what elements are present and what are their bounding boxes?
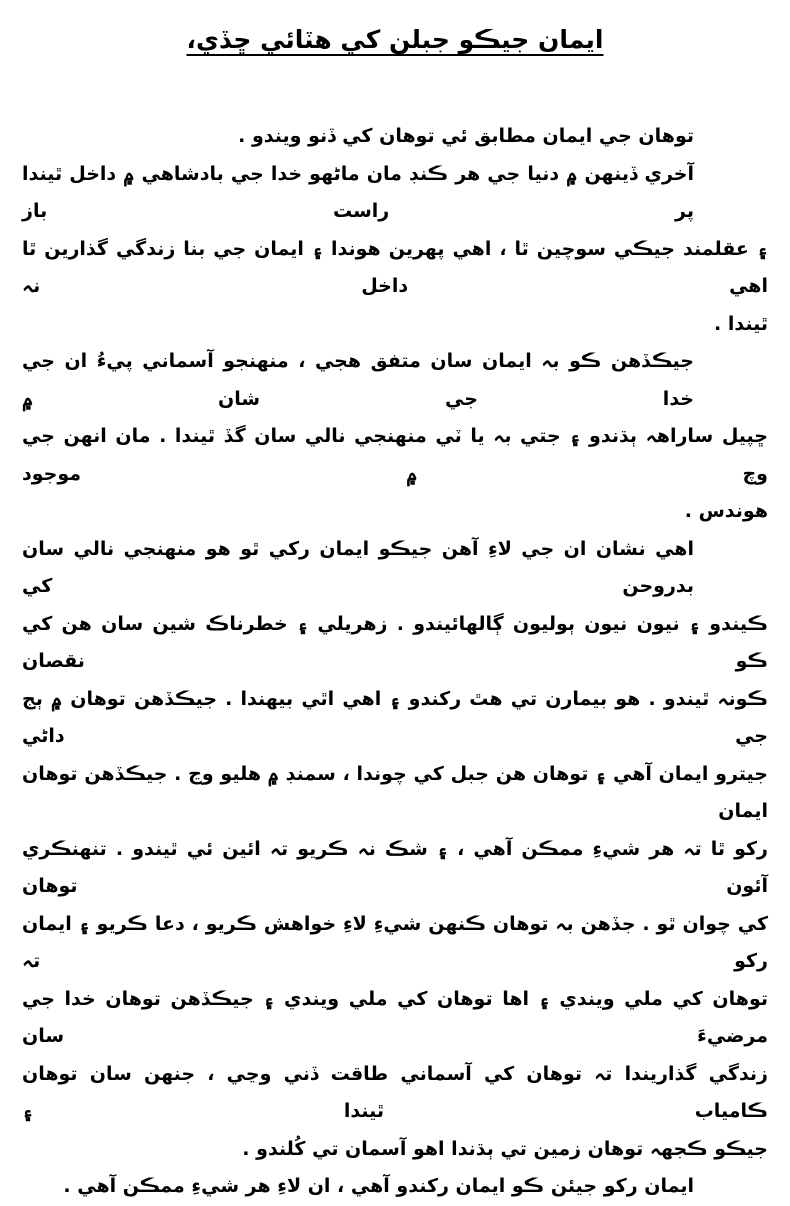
- text-line: جيترو ايمان آهي ۽ توهان هن جبل کي چوندا ، سمنڊ ۾ هليو وڃ . جيڪڏهن توهان ايمان: [22, 762, 768, 822]
- text-line: جيڪڏهن ڪو بہ ايمان سان متفق هجي ، منهنجو آسماني پيءُ ان جي خدا جي شان ۾: [22, 350, 694, 410]
- text-line: ايمان رکو جيئن ڪو ايمان رکندو آهي ، ان لاءِ هر شيءِ ممڪن آهي .: [63, 1175, 694, 1197]
- text-line: کي چوان ٿو . جڏهن بہ توهان ڪنهن شيءِ لاءِ خواهش ڪريو ، دعا ڪريو ۽ ايمان رکو تہ: [22, 912, 768, 972]
- text-line: ڪيندو ۽ نيون نيون ٻوليون ڳالهائيندو . زهريلي ۽ خطرناڪ شين سان هن کي ڪو نقصان: [22, 612, 768, 672]
- document-body: [22, 118, 768, 1206]
- text-line: ٿيندا .: [714, 312, 768, 335]
- text-line: اهي نشان ان جي لاءِ آهن جيڪو ايمان رکي ٿو هو منهنجي نالي سان بدروحن کي: [22, 537, 694, 597]
- paragraph-4: [22, 531, 768, 1169]
- text-line: آخري ڏينهن ۾ دنيا جي هر ڪنڊ مان ماڻهو خدا جي بادشاهي ۾ داخل ٿيندا پر راست باز: [22, 162, 694, 222]
- page-title-text: ايمان جيڪو جبلن کي هٽائي ڇڏي،: [186, 25, 604, 54]
- paragraph-2: [22, 156, 768, 344]
- text-line: ڪونہ ٿيندو . هو بيمارن تي هٿ رکندو ۽ اهي اٿي بيهندا . جيڪڏهن توهان ۾ ٻج جي داڻي: [22, 687, 768, 747]
- text-line: ۽ عقلمند جيڪي سوچين ٿا ، اهي پهرين هوندا ۽ ايمان جي بنا زندگي گذارين ٿا اهي داخل نہ: [22, 237, 768, 297]
- text-line: زندگي گذاريندا تہ توهان کي آسماني طاقت ڏني وڃي ، جنهن سان توهان ڪامياب ٿيندا ۽: [22, 1062, 768, 1122]
- paragraph-1: [22, 118, 768, 156]
- text-line: جيڪو ڪجهہ توهان زمين تي ٻڌندا اهو آسمان تي کُلندو .: [242, 1137, 768, 1160]
- text-line: توهان جي ايمان مطابق ئي توهان کي ڏنو ويندو .: [238, 125, 694, 147]
- paragraph-5: [22, 1168, 768, 1206]
- text-line: توهان کي ملي ويندي ۽ اها توهان کي ملي ويندي ۽ جيڪڏهن توهان خدا جي مرضيءَ سان: [22, 987, 768, 1047]
- text-line: هوندس .: [684, 500, 768, 522]
- text-line: رکو ٿا تہ هر شيءِ ممڪن آهي ، ۽ شڪ نہ ڪريو تہ ائين ئي ٿيندو . تنهنڪري آئون توهان: [22, 837, 768, 897]
- page-title: [22, 18, 768, 62]
- text-line: ڇپيل ساراهہ ٻڌندو ۽ جتي بہ يا ٽي منهنجي نالي سان گڏ ٿيندا . مان انهن جي وچ ۾ موجود: [22, 425, 768, 485]
- paragraph-3: [22, 343, 768, 531]
